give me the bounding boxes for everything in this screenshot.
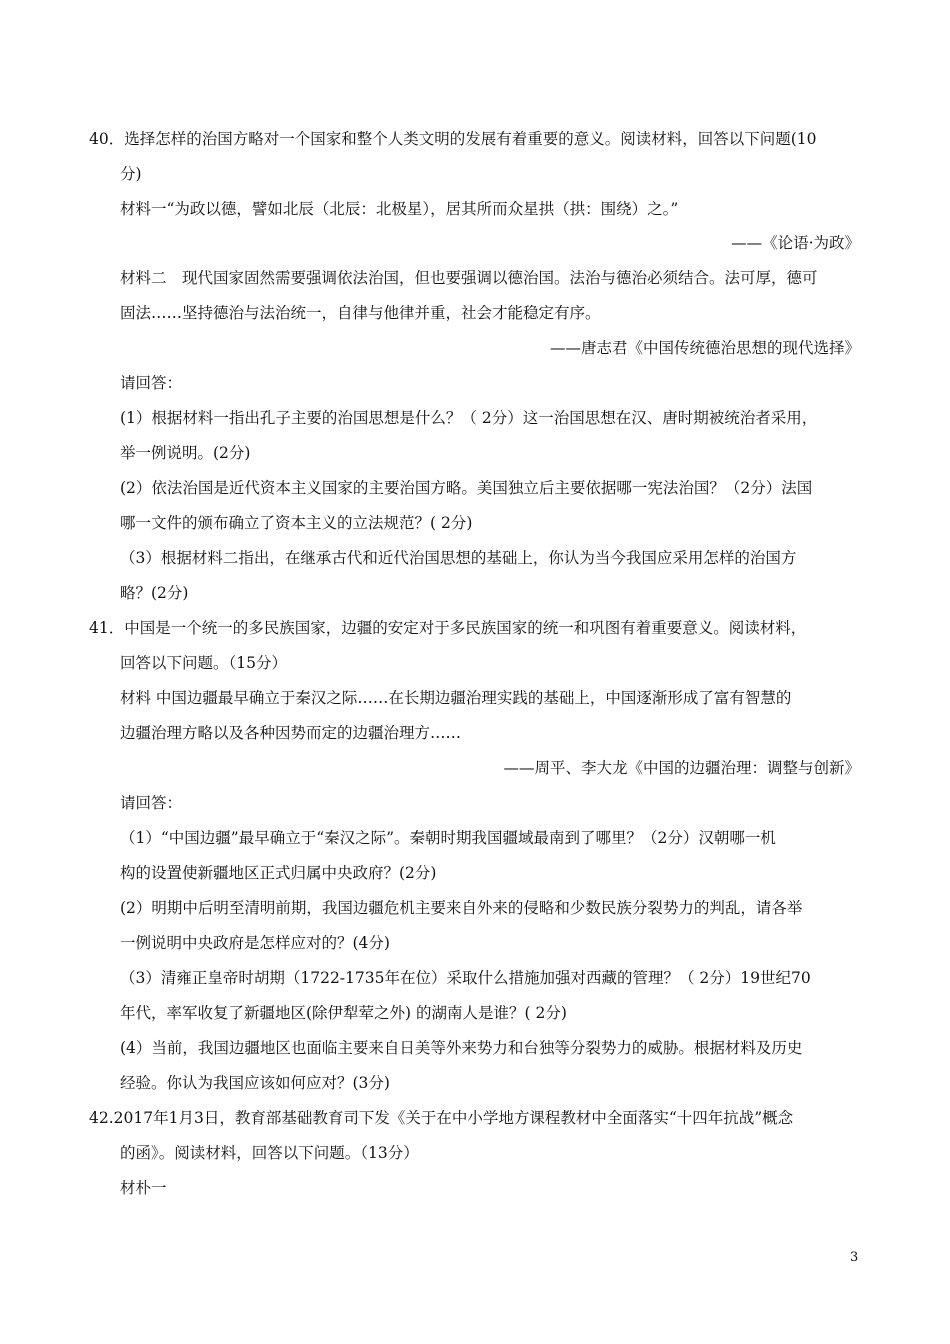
q41-sub3-line2: 年代，率军收复了新疆地区(除伊犁荤之外) 的湖南人是谁？( 2分)	[120, 1004, 567, 1022]
q41-material-line2: 边疆治理方略以及各种因势而定的边疆治理方……	[120, 724, 462, 742]
q40-source1: ——《论语·为政》	[731, 234, 860, 252]
q40-material2-line2: 固法……坚持德治与法治统一，自律与他律并重，社会才能稳定有序。	[120, 304, 601, 322]
q40-sub2-line2: 哪一文件的颁布确立了资本主义的立法规范？( 2分)	[120, 514, 473, 532]
q40-material2-line1: 材料二 现代国家固然需要强调依法治国，但也要强调以德治国。法治与德治必须结合。法可厚，德可	[120, 269, 818, 287]
q41-sub2-line2: 一例说明中央政府是怎样应对的？(4分)	[120, 934, 390, 952]
q40-sub2-line1: (2）依法治国是近代资本主义国家的主要治国方略。美国独立后主要依据哪一宪法治国？（2分）法国	[120, 479, 813, 497]
q42-material: 材朴一	[120, 1179, 167, 1197]
q40-sub1-line1: (1）根据材料一指出孔子主要的治国思想是什么？（ 2分）这一治国思想在汉、唐时期被统治者采用，	[120, 409, 818, 427]
q40-line2: 分)	[120, 165, 142, 183]
q41-ask: 请回答：	[120, 794, 183, 812]
q41-line2: 回答以下问题。（15分）	[120, 654, 287, 672]
q40-line1: 40．选择怎样的治国方略对一个国家和整个人类文明的发展有着重要的意义。阅读材料，回答以下问题(10	[89, 130, 817, 148]
page-number: 3	[850, 1250, 859, 1265]
q41-line1: 41．中国是一个统一的多民族国家，边疆的安定对于多民族国家的统一和巩图有着重要意义。阅读材料，	[89, 619, 807, 637]
q41-sub2-line1: (2）明期中后明至清明前期，我国边疆危机主要来自外来的侵略和少数民族分裂势力的判乱，请各举	[120, 899, 803, 917]
q40-sub1-line2: 举一例说明。(2分)	[120, 444, 251, 462]
q41-sub3-line1: （3）清雍正皇帝时胡期（1722-1735年在位）采取什么措施加强对西藏的管理？（ 2分）19世纪70	[120, 969, 811, 987]
q41-sub1-line1: （1）“中国边疆”最早确立于“秦汉之际”。秦朝时期我国疆域最南到了哪里？（2分）汉朝哪一机	[120, 829, 776, 847]
q42-line2: 的函》。阅读材料，回答以下问题。（13分）	[120, 1144, 419, 1162]
q42-line1: 42.2017年1月3日，教育部基础教育司下发《关于在中小学地方课程教材中全面落实“十四年抗战”概念	[89, 1109, 794, 1127]
q41-material-line1: 材料 中国边疆最早确立于秦汉之际……在长期边疆治理实践的基础上，中国逐渐形成了富有智慧的	[120, 689, 792, 707]
q41-sub1-line2: 构的设置使新疆地区正式归属中央政府？(2分)	[120, 864, 437, 882]
q40-material1: 材料一“为政以德，譬如北辰（北辰：北极星），居其所而众星拱（拱：围绕）之。”	[120, 200, 679, 218]
q40-ask: 请回答：	[120, 374, 183, 392]
q40-source2: ——唐志君《中国传统德治思想的现代选择》	[549, 339, 860, 357]
q41-sub4-line2: 经验。你认为我国应该如何应对？(3分)	[120, 1074, 390, 1092]
q41-source: ——周平、李大龙《中国的边疆治理：调整与创新》	[503, 759, 860, 777]
q40-sub3-line1: （3）根据材料二指出，在继承古代和近代治国思想的基础上，你认为当今我国应采用怎样的治国方	[120, 549, 797, 567]
q41-sub4-line1: (4）当前，我国边疆地区也面临主要来自日美等外来势力和台独等分裂势力的威胁。根据材料及历史	[120, 1039, 803, 1057]
q40-sub3-line2: 略？(2分)	[120, 584, 189, 602]
